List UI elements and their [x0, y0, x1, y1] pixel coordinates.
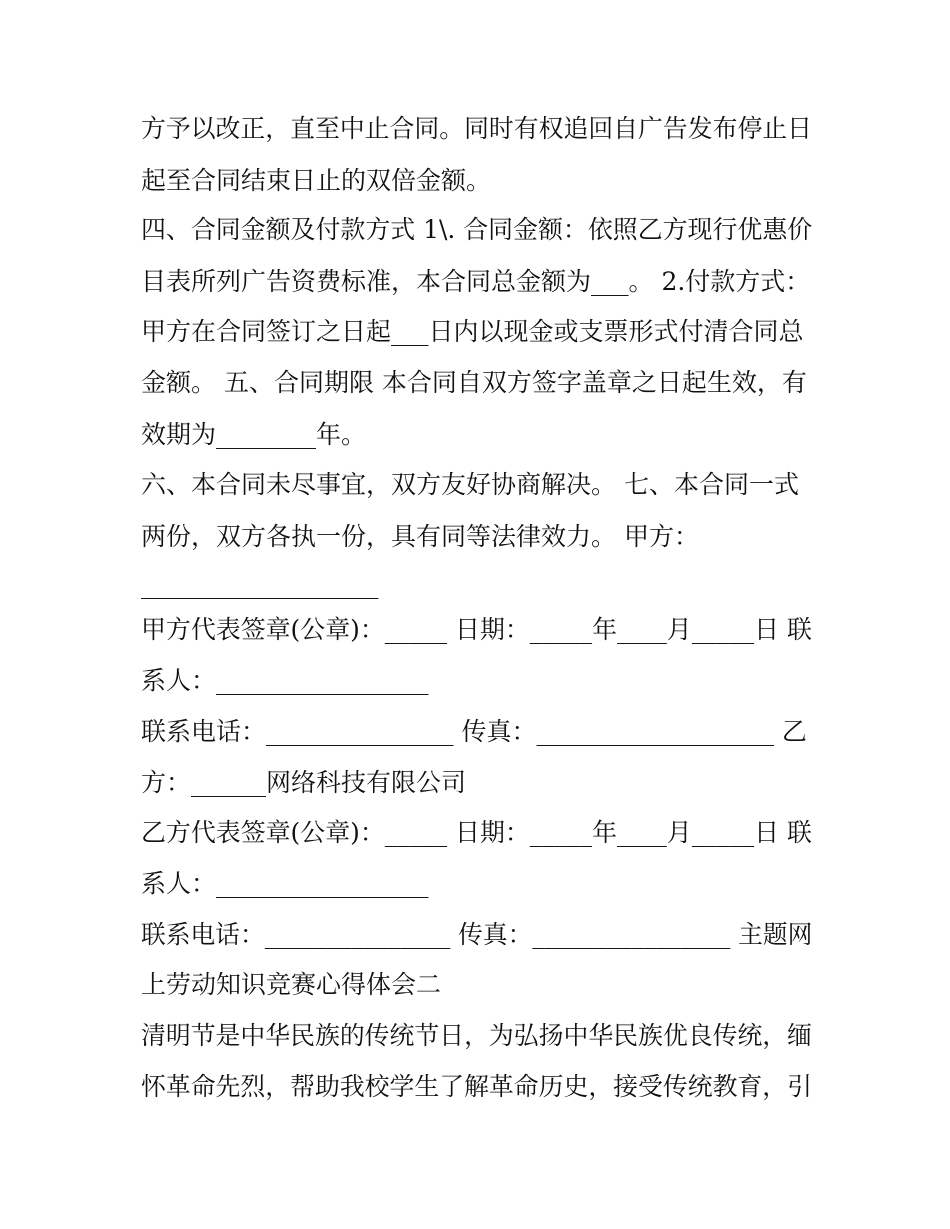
text-line: 系人：_________________: [141, 869, 429, 898]
text-line: 系人：_________________: [141, 666, 429, 695]
text-line: 清明节是中华民族的传统节日，为弘扬中华民族优良传统，缅: [141, 1021, 813, 1050]
text-line: 甲方代表签章(公章)：_____ 日期：_____年____月_____日 联: [141, 615, 812, 644]
text-line: 方：______网络科技有限公司: [141, 768, 467, 797]
text-line: 甲方在合同签订之日起___日内以现金或支票形式付清合同总: [141, 317, 804, 346]
text-line: 起至合同结束日止的双倍金额。: [141, 166, 492, 195]
signature-blank-line: ___________________: [141, 570, 379, 599]
text-line: 四、合同金额及付款方式 1\. 合同金额：依照乙方现行优惠价: [141, 215, 813, 244]
text-line: 联系电话：_______________ 传真：___________________ 乙: [141, 717, 807, 746]
text-line: 乙方代表签章(公章)：_____ 日期：_____年____月_____日 联: [141, 818, 812, 847]
text-line: 联系电话：_______________ 传真：________________ 主题网: [141, 920, 813, 949]
text-line: 两份，双方各执一份，具有同等法律效力。 甲方：: [141, 522, 699, 551]
section-title: 上劳动知识竞赛心得体会二: [141, 970, 442, 999]
text-line: 六、本合同未尽事宜，双方友好协商解决。 七、本合同一式: [141, 470, 799, 499]
text-line: 怀革命先烈，帮助我校学生了解革命历史，接受传统教育，引: [141, 1072, 813, 1101]
text-line: 方予以改正，直至中止合同。同时有权追回自广告发布停止日: [141, 114, 813, 143]
text-line: 效期为________年。: [141, 420, 367, 449]
text-line: 金额。 五、合同期限 本合同自双方签字盖章之日起生效，有: [141, 368, 807, 397]
text-line: 目表所列广告资费标准，本合同总金额为___。 2.付款方式：: [141, 267, 811, 296]
